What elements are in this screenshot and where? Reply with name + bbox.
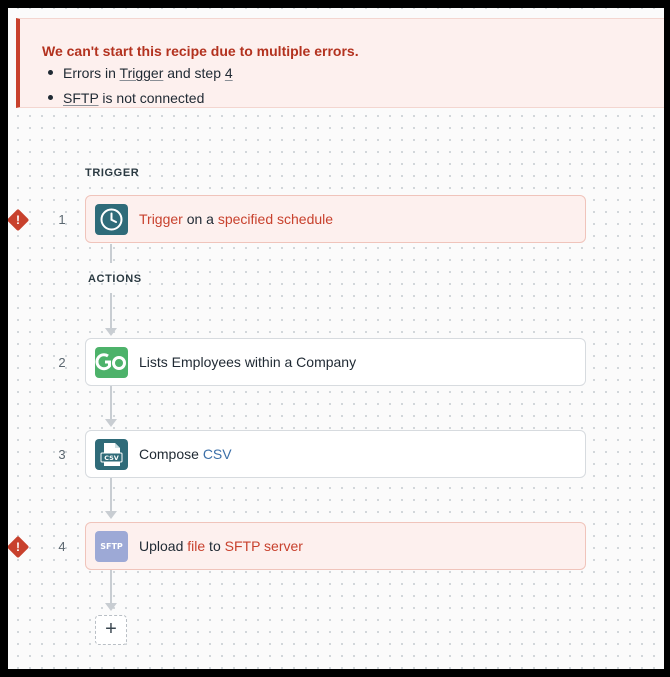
step-1-number: 1 [58,212,66,227]
step-3-action-card[interactable] [85,430,586,478]
clock-icon [95,204,128,235]
connector-line [110,570,112,604]
sftp-server-token[interactable]: SFTP server [224,538,303,554]
step-4-error-icon[interactable]: ! [8,536,29,559]
trigger-token[interactable]: Trigger [139,211,183,227]
step-4-number: 4 [58,539,66,554]
step-4-error-link[interactable]: 4 [224,65,233,81]
error-text: and step [163,65,225,81]
step-4-action-card[interactable] [85,522,586,570]
connector-line [110,478,112,512]
sftp-icon-label: SFTP [100,542,123,551]
step-4-label: Upload file to SFTP server [139,538,303,554]
add-step-button[interactable]: + [95,615,127,645]
connector-line [110,244,112,263]
bullet [48,70,53,75]
connector-arrow [105,328,117,336]
connector-arrow [105,603,117,611]
step-1-trigger-card[interactable] [85,195,586,243]
error-text: is not connected [98,90,205,106]
svg-text:CSV: CSV [104,454,119,463]
bullet [48,95,53,100]
csv-file-icon [95,439,128,470]
go-logo-icon [95,347,128,378]
error-item-connection [48,90,204,106]
error-banner-title: We can't start this recipe due to multiple errors. [42,43,359,59]
schedule-token[interactable]: specified schedule [217,211,334,227]
step-3-number: 3 [58,447,66,462]
trigger-error-link[interactable]: Trigger [119,65,164,81]
connector-line [110,293,112,329]
step-2-label: Lists Employees within a Company [139,354,357,370]
step-2-action-card[interactable] [85,338,586,386]
step-3-label: Compose CSV [139,446,232,462]
step-1-label: Trigger on a specified schedule [139,211,334,227]
error-text: Errors in [63,65,120,81]
file-token[interactable]: file [187,538,206,554]
actions-section-label: ACTIONS [88,273,142,285]
trigger-section-label: TRIGGER [85,167,140,179]
error-item-steps [48,65,233,81]
connector-arrow [105,511,117,519]
connector-line [110,386,112,420]
csv-token[interactable]: CSV [202,446,232,462]
sftp-connection-link[interactable]: SFTP [63,90,99,106]
sftp-icon [95,531,128,562]
recipe-canvas [8,8,664,669]
connector-arrow [105,419,117,427]
step-2-number: 2 [58,355,66,370]
step-1-error-icon[interactable]: ! [8,209,29,232]
error-banner [16,18,664,108]
